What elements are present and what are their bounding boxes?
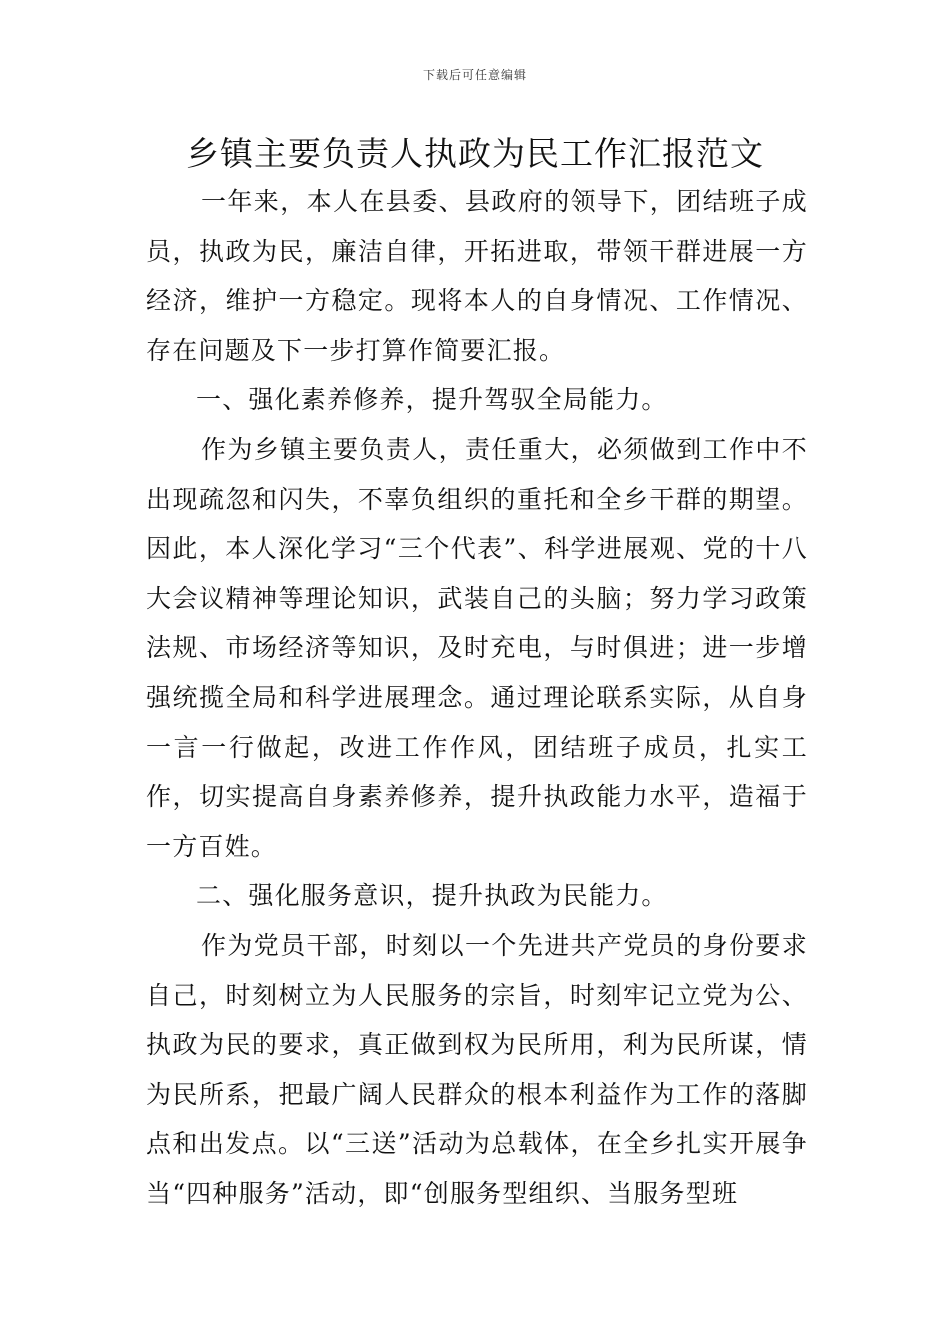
section-1-paragraph: 作为乡镇主要负责人，责任重大，必须做到工作中不出现疏忽和闪失，不辜负组织的重托和全乡干群的期望。因此，本人深化学习“三个代表”、科学进展观、党的十八大会议精神等理论知识，武装自己的头脑；努力学习政策法规、市场经济等知识，及时充电，与时俱进；进一步增强统揽全局和科学进展理念。通过理论联系实际，从自身一言一行做起，改进工作作风，团结班子成员，扎实工作，切实提高自身素养修养，提升执政能力水平，造福于一方百姓。	[146, 434, 808, 861]
intro-paragraph: 一年来，本人在县委、县政府的领导下，团结班子成员，执政为民，廉洁自律，开拓进取，带领干群进展一方经济，维护一方稳定。现将本人的自身情况、工作情况、存在问题及下一步打算作简要汇报。	[146, 187, 808, 365]
document-title: 乡镇主要负责人执政为民工作汇报范文	[186, 134, 764, 173]
header-note: 下载后可任意编辑	[422, 68, 527, 82]
section-2-paragraph: 作为党员干部，时刻以一个先进共产党员的身份要求自己，时刻树立为人民服务的宗旨，时刻牢记立党为公、执政为民的要求，真正做到权为民所用，利为民所谋，情为民所系，把最广阔人民群众的根本利益作为工作的落脚点和出发点。以“三送”活动为总载体，在全乡扎实开展争当“四种服务”活动，即“创服务型组织、当服务型班	[146, 930, 808, 1208]
section-heading-2: 二、强化服务意识，提升执政为民能力。	[196, 881, 668, 911]
section-heading-1: 一、强化素养修养，提升驾驭全局能力。	[196, 385, 668, 415]
document-body	[146, 177, 808, 1218]
